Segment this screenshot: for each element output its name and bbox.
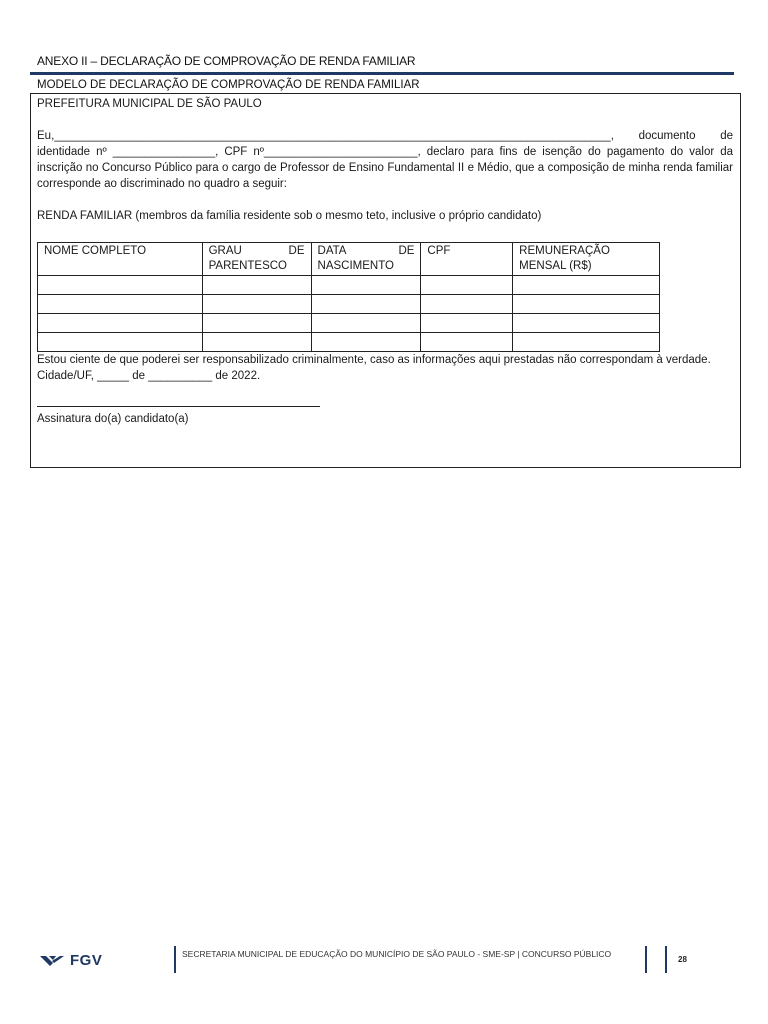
cell-data[interactable] xyxy=(311,333,421,352)
table-row xyxy=(38,314,660,333)
cell-data[interactable] xyxy=(311,295,421,314)
city-date-line: Cidade/UF, _____ de __________ de 2022. xyxy=(37,370,261,382)
footer-divider-right xyxy=(665,946,667,973)
col-header-cpf: CPF xyxy=(421,243,513,276)
cell-grau[interactable] xyxy=(202,276,311,295)
cell-cpf[interactable] xyxy=(421,295,513,314)
table-row xyxy=(38,276,660,295)
cell-grau[interactable] xyxy=(202,295,311,314)
family-income-table xyxy=(37,242,660,352)
model-title: MODELO DE DECLARAÇÃO DE COMPROVAÇÃO DE RENDA FAMILIAR xyxy=(37,79,420,91)
cell-nome[interactable] xyxy=(38,314,203,333)
col-header-nome: NOME COMPLETO xyxy=(38,243,203,276)
cell-nome[interactable] xyxy=(38,333,203,352)
closing-section xyxy=(37,352,733,427)
annex-title: ANEXO II – DECLARAÇÃO DE COMPROVAÇÃO DE RENDA FAMILIAR xyxy=(37,54,416,68)
footer-divider-mid xyxy=(645,946,647,973)
page-number: 28 xyxy=(678,955,687,964)
declaration-box xyxy=(30,93,741,468)
renda-familiar-label: RENDA FAMILIAR (membros da família residente sob o mesmo teto, inclusive o próprio candidato) xyxy=(37,210,542,222)
signature-label: Assinatura do(a) candidato(a) xyxy=(37,413,189,425)
cell-cpf[interactable] xyxy=(421,314,513,333)
col-header-data: DATA DE NASCIMENTO xyxy=(311,243,421,276)
cell-remuneracao[interactable] xyxy=(513,314,660,333)
cell-cpf[interactable] xyxy=(421,333,513,352)
cell-remuneracao[interactable] xyxy=(513,276,660,295)
cell-remuneracao[interactable] xyxy=(513,295,660,314)
prefeitura-heading: PREFEITURA MUNICIPAL DE SÃO PAULO xyxy=(37,98,262,110)
table-row xyxy=(38,333,660,352)
cell-remuneracao[interactable] xyxy=(513,333,660,352)
col-header-grau: GRAU DE PARENTESCO xyxy=(202,243,311,276)
title-divider xyxy=(30,72,734,75)
signature-line[interactable] xyxy=(37,406,320,407)
cell-data[interactable] xyxy=(311,276,421,295)
cell-grau[interactable] xyxy=(202,314,311,333)
fgv-logo-icon xyxy=(40,954,66,968)
footer-text: SECRETARIA MUNICIPAL DE EDUCAÇÃO DO MUNICÍPIO DE SÃO PAULO - SME-SP | CONCURSO PÚBLICO xyxy=(182,949,612,959)
col-header-remuneracao: REMUNERAÇÃO MENSAL (R$) xyxy=(513,243,660,276)
fgv-logo-text: FGV xyxy=(70,952,103,969)
fgv-logo xyxy=(40,952,102,969)
cell-nome[interactable] xyxy=(38,276,203,295)
ciente-statement: Estou ciente de que poderei ser responsabilizado criminalmente, caso as informações aqui prestadas não correspondam à verdade. xyxy=(37,354,711,366)
footer-divider-left xyxy=(174,946,176,973)
cell-grau[interactable] xyxy=(202,333,311,352)
cell-cpf[interactable] xyxy=(421,276,513,295)
declaration-content xyxy=(37,96,733,224)
cell-nome[interactable] xyxy=(38,295,203,314)
declaration-paragraph: Eu,_______________________________________________________________________________________, documento de identidade nº ________________, CPF nº________________________, declaro para fins de isenção do pagamento do valor da inscrição no Concurso Público para o cargo de Professor de Ensino Fundamental II e Médio, que a composição de minha renda familiar corresponde ao discriminado no quadro a seguir: xyxy=(37,130,733,190)
table-header-row xyxy=(38,243,660,276)
cell-data[interactable] xyxy=(311,314,421,333)
table-row xyxy=(38,295,660,314)
